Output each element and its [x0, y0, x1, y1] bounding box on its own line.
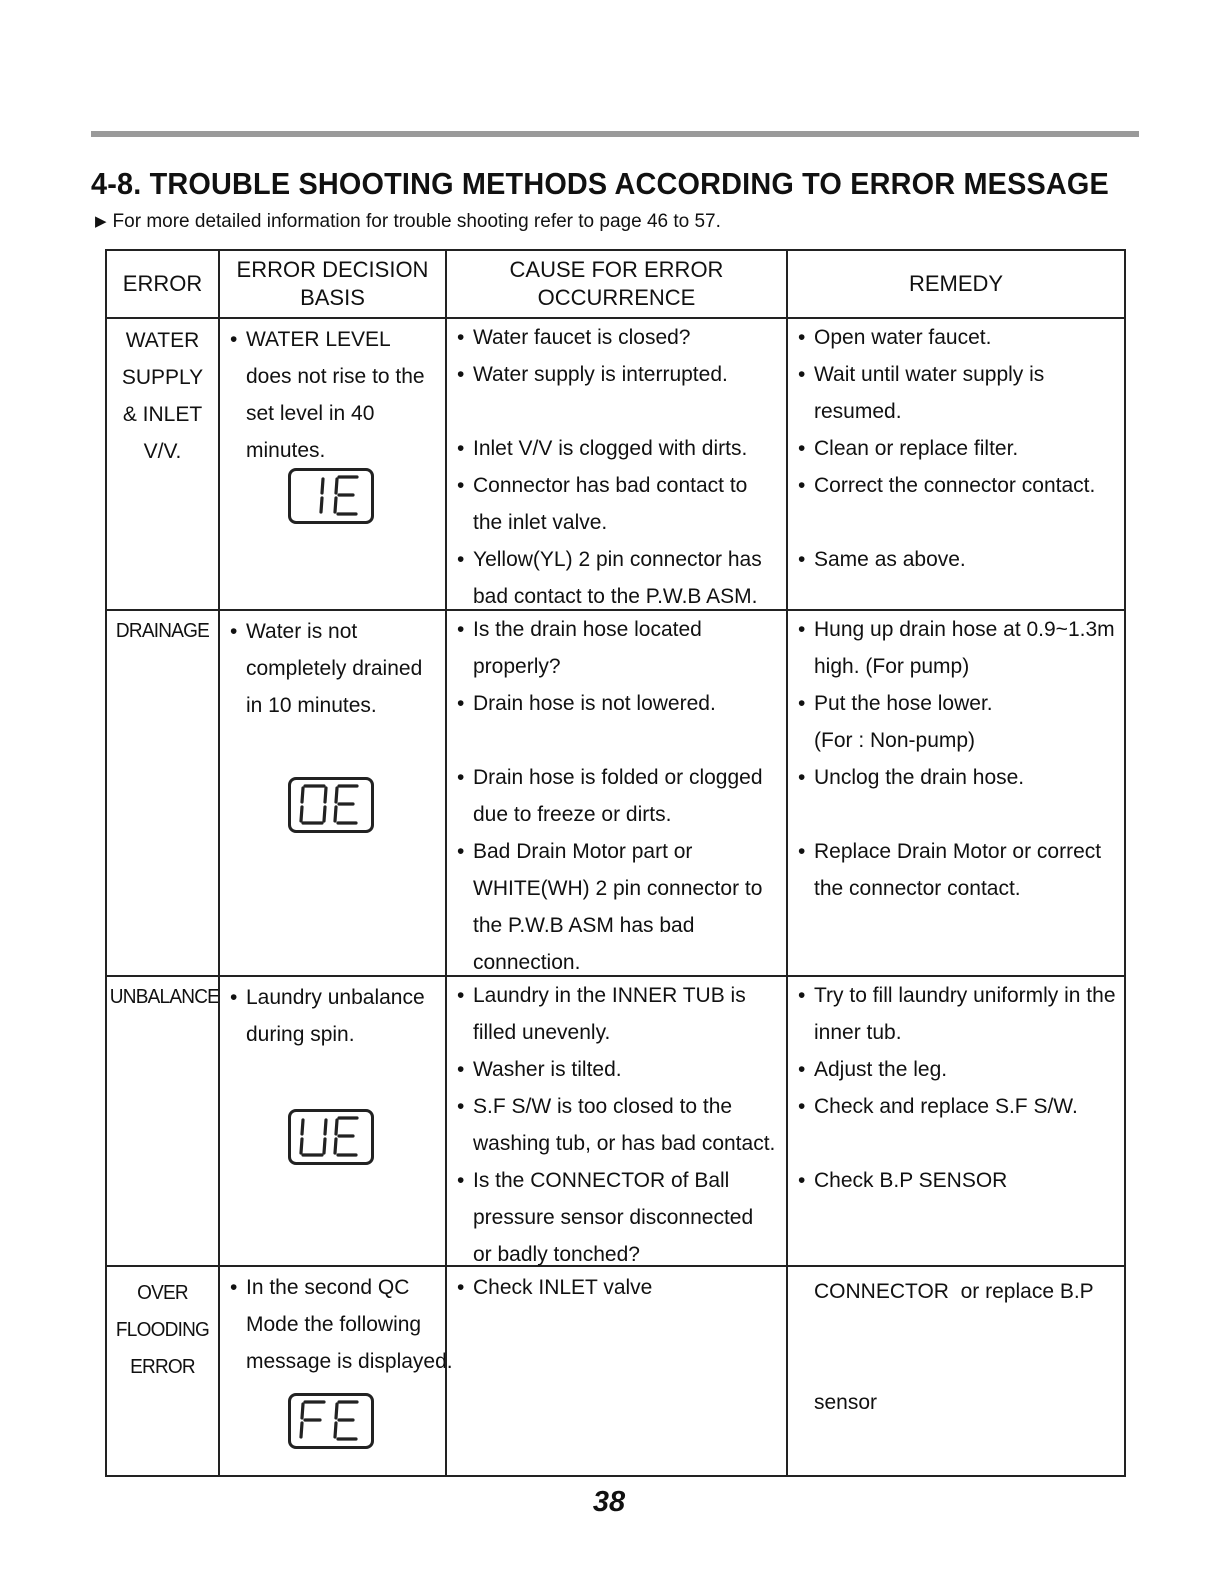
lcd-code-oe-icon	[291, 780, 371, 830]
error-code-display	[288, 1393, 374, 1449]
lcd-code-fe-icon	[291, 1396, 371, 1446]
page-number: 38	[592, 1486, 626, 1518]
error-cell: UNBALANCE	[109, 986, 220, 1008]
remedy-cell: • Open water faucet. • Wait until water supply is resumed. • Clean or replace filter. • Correct the connector contact. • Same as above.	[786, 319, 1124, 609]
header-error: ERROR	[122, 271, 203, 296]
header-remedy: REMEDY	[786, 251, 1124, 317]
cause-cell: • Laundry in the INNER TUB is filled unevenly. • Washer is tilted. • S.F S/W is too closed to the washing tub, or has bad contact. • Is the CONNECTOR of Ball pressure sensor disconnected or badly tonched?	[445, 977, 786, 1265]
cause-cell: • Water faucet is closed? • Water supply is interrupted. • Inlet V/V is clogged with dirts. • Connector has bad contact to the inlet valve. • Yellow(YL) 2 pin connector has bad contact to the P.W.B ASM.	[445, 319, 786, 609]
error-code-display	[288, 777, 374, 833]
remedy-cell: • Hung up drain hose at 0.9~1.3m high. (For pump) • Put the hose lower. (For : Non-pump) • Unclog the drain hose. • Replace Drain Motor or correct the connector contact.	[786, 611, 1124, 975]
header-basis: ERROR DECISION BASIS	[218, 251, 445, 317]
header-cause: CAUSE FOR ERROR OCCURRENCE	[445, 251, 786, 317]
reference-note-text: For more detailed information for trouble shooting refer to page 46 to 57.	[112, 211, 721, 232]
troubleshooting-table	[105, 249, 1126, 1477]
cause-cell: • Is the drain hose located properly? • Drain hose is not lowered. • Drain hose is folded or clogged due to freeze or dirts. • Bad Drain Motor part or WHITE(WH) 2 pin connector to the P.W.B ASM has bad connection.	[445, 611, 786, 975]
basis-cell: • Laundry unbalance during spin.	[218, 977, 445, 1265]
basis-cell: • WATER LEVEL does not rise to the set level in 40 minutes.	[218, 319, 445, 609]
basis-cell: • Water is not completely drained in 10 minutes.	[218, 611, 445, 975]
error-cell: DRAINAGE	[115, 620, 210, 642]
error-code-display	[288, 468, 374, 524]
reference-note	[95, 211, 721, 233]
table-row	[107, 317, 1124, 609]
lcd-code-ue-icon	[291, 1112, 371, 1162]
table-row	[107, 1265, 1124, 1475]
table-header-row	[107, 251, 1124, 317]
top-rule	[91, 131, 1139, 137]
table-row	[107, 609, 1124, 975]
error-cell: WATER SUPPLY & INLET V/V.	[121, 329, 204, 463]
remedy-cell	[786, 1267, 1124, 1475]
error-cell: OVER FLOODING ERROR	[115, 1282, 210, 1378]
cause-cell: • Check INLET valve	[445, 1267, 786, 1475]
basis-cell: • In the second QC Mode the following message is displayed.	[218, 1267, 445, 1475]
lcd-code-ie-icon	[291, 471, 371, 521]
remedy-cell: • Try to fill laundry uniformly in the inner tub. • Adjust the leg. • Check and replace S.F S/W. • Check B.P SENSOR CONNECTOR or replace B.P sensor	[786, 977, 1124, 1265]
page-title: 4-8. TROUBLE SHOOTING METHODS ACCORDING TO ERROR MESSAGE	[91, 166, 1109, 201]
pointer-triangle-icon: ▶	[95, 213, 107, 230]
error-code-display	[288, 1109, 374, 1165]
